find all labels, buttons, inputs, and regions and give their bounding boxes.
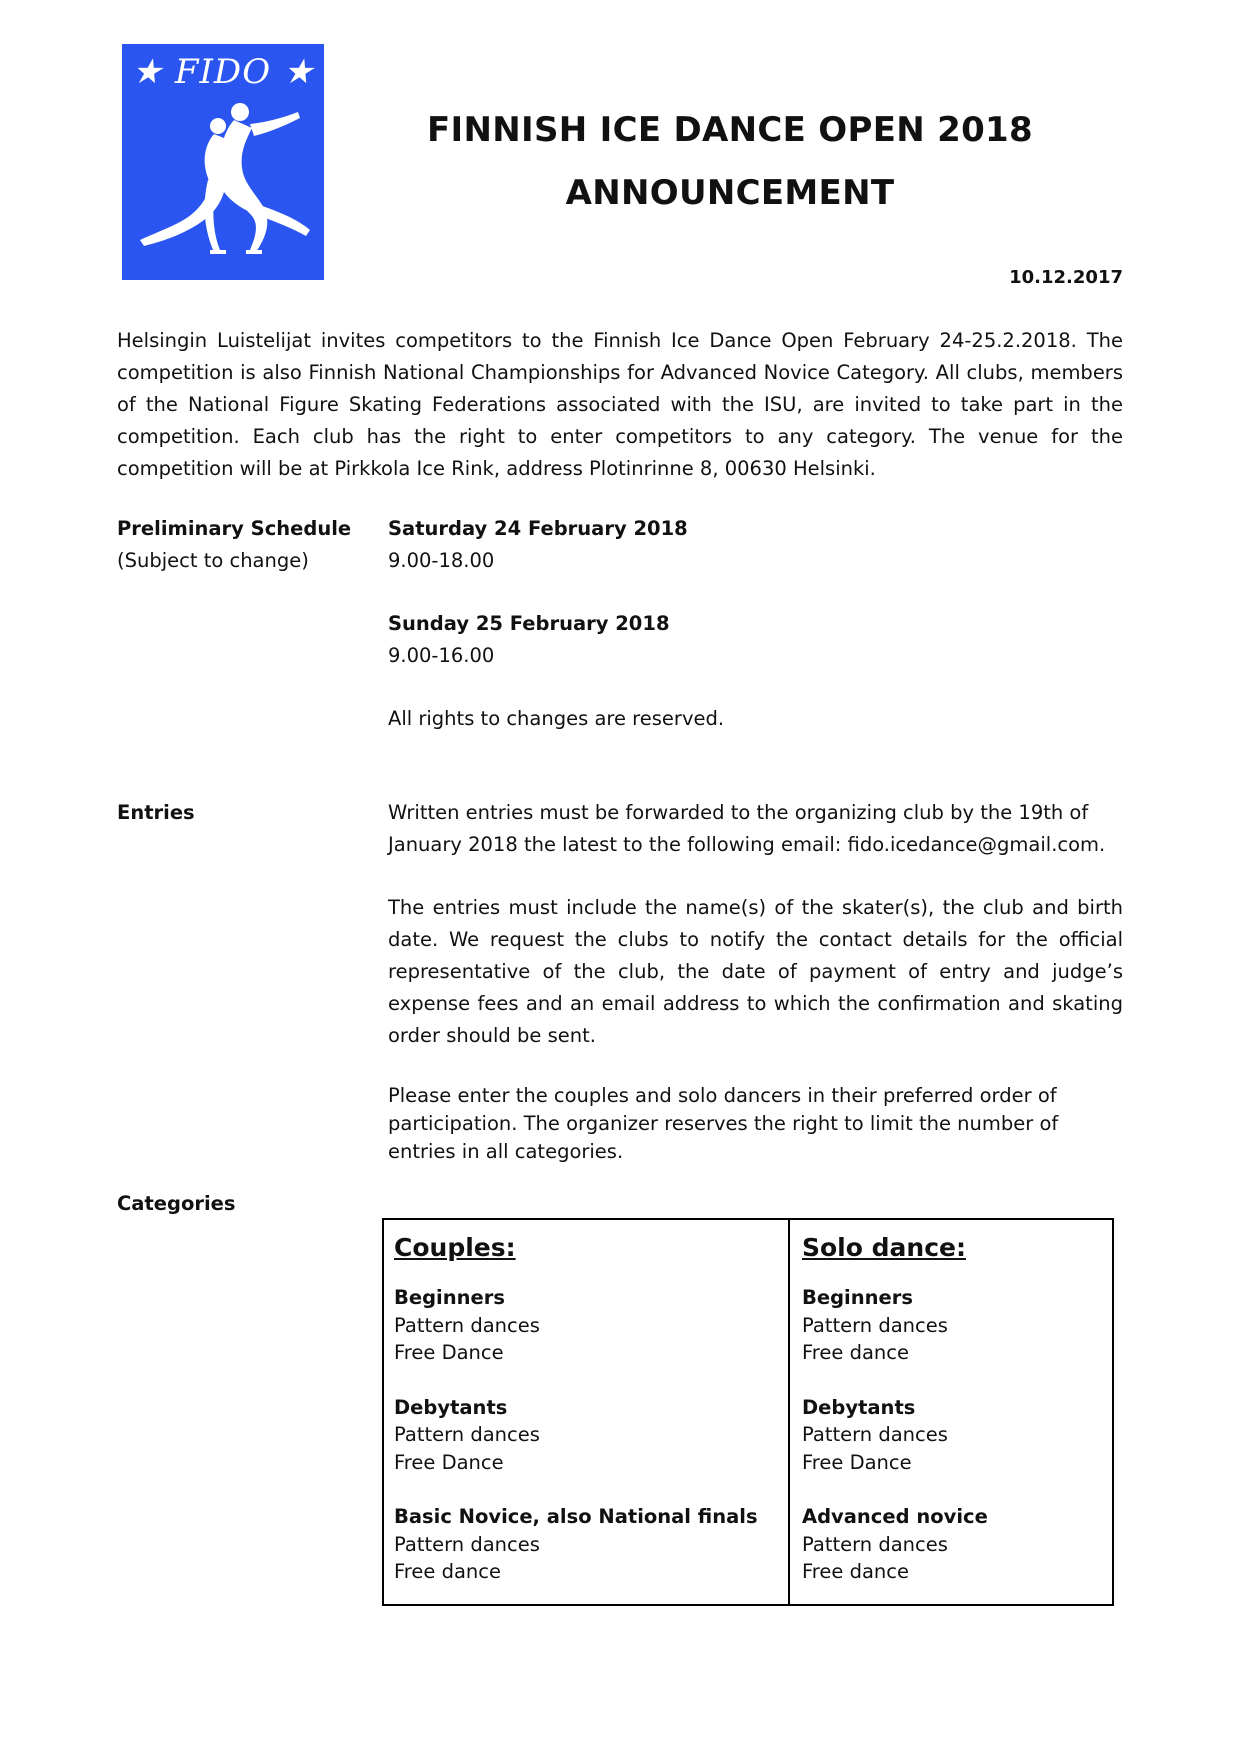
group-item: Pattern dances [802, 1313, 948, 1337]
couples-group [394, 1394, 758, 1477]
entries-paragraph-1: Written entries must be forwarded to the organizing club by the 19th of January 2018 the latest to the following email: fido.icedance@gmail.com. [388, 801, 1106, 856]
categories-label: Categories [117, 1192, 236, 1215]
couples-heading: Couples: [394, 1233, 516, 1262]
group-title: Advanced novice [802, 1505, 988, 1528]
schedule-label: Preliminary Schedule [117, 517, 352, 540]
couples-group [394, 1284, 758, 1367]
solo-group [802, 1503, 988, 1586]
entries-paragraph-2: The entries must include the name(s) of the skater(s), the club and birth date. We request the clubs to notify the contact details for the official representative of the club, the date of payment of entry and judge’s expense fees and an email address to which the confirmation and skating order should be sent. [388, 896, 1123, 1047]
page-title: FINNISH ICE DANCE OPEN 2018 [427, 110, 1033, 150]
page-subtitle: ANNOUNCEMENT [565, 173, 895, 213]
group-item: Pattern dances [394, 1532, 540, 1556]
schedule-day1-time: 9.00-18.00 [388, 549, 495, 572]
ice-dancers-icon [122, 44, 324, 280]
solo-heading: Solo dance: [802, 1233, 966, 1262]
document-date: 10.12.2017 [1009, 267, 1123, 288]
schedule-sublabel: (Subject to change) [117, 549, 309, 572]
group-item: Pattern dances [802, 1423, 948, 1446]
table-divider [788, 1220, 790, 1604]
couples-column [394, 1230, 758, 1586]
group-item: Free dance [802, 1341, 909, 1364]
group-title: Beginners [802, 1286, 913, 1309]
entries-paragraph-3: Please enter the couples and solo dancers in their preferred order of participation. The organizer reserves the right to limit the number of entries in all categories. [388, 1084, 1059, 1163]
schedule-day1-title: Saturday 24 February 2018 [388, 517, 688, 540]
solo-group [802, 1394, 988, 1477]
group-item: Free Dance [394, 1341, 504, 1364]
group-item: Free Dance [802, 1450, 912, 1474]
group-title: Debytants [394, 1395, 508, 1419]
group-title: Basic Novice, also National finals [394, 1505, 758, 1528]
group-item: Pattern dances [394, 1313, 540, 1337]
group-item: Free Dance [394, 1450, 504, 1474]
solo-group [802, 1284, 988, 1367]
logo-text: ★ FIDO ★ [131, 52, 315, 92]
entries-label: Entries [117, 801, 195, 824]
fido-logo [122, 44, 324, 280]
solo-column [802, 1230, 988, 1586]
group-title: Beginners [394, 1286, 505, 1309]
categories-table [382, 1218, 1114, 1606]
group-item: Free dance [394, 1560, 501, 1583]
schedule-day2-title: Sunday 25 February 2018 [388, 612, 670, 635]
couples-group [394, 1503, 758, 1586]
group-title: Debytants [802, 1395, 916, 1419]
intro-paragraph: Helsingin Luistelijat invites competitors to the Finnish Ice Dance Open February 24-25.2.2018. The competition is also Finnish National Championships for Advanced Novice Category. All clubs, members of the National Figure Skating Federations associated with the ISU, are invited to take part in the competition. Each club has the right to enter competitors to any category. The venue for the competition will be at Pirkkola Ice Rink, address Plotinrinne 8, 00630 Helsinki. [117, 329, 1123, 480]
group-item: Pattern dances [802, 1532, 948, 1556]
schedule-note: All rights to changes are reserved. [388, 707, 725, 730]
group-item: Free dance [802, 1560, 909, 1583]
schedule-day2-time: 9.00-16.00 [388, 644, 495, 667]
group-item: Pattern dances [394, 1423, 540, 1446]
